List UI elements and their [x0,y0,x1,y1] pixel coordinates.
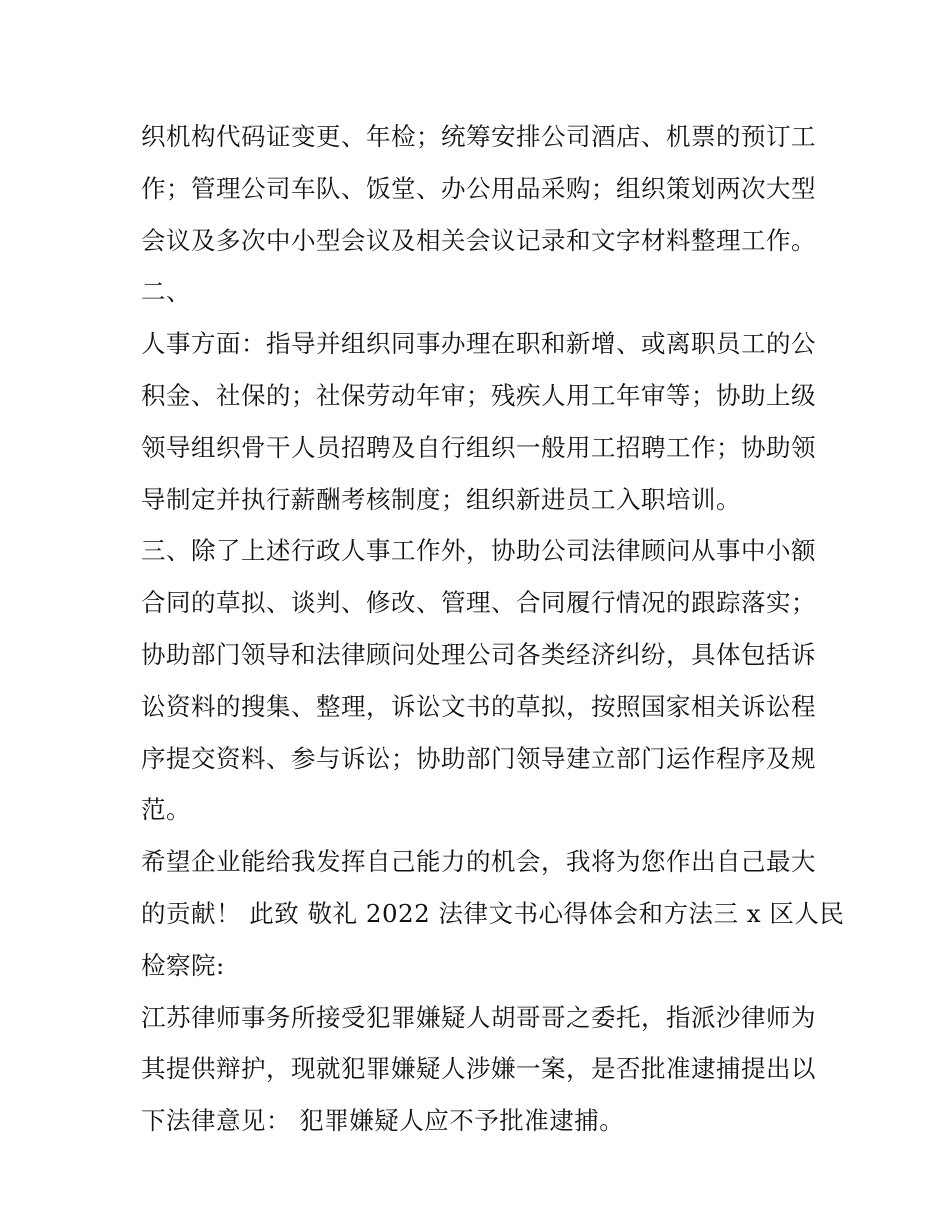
text-line: 序提交资料、参与诉讼；协助部门领导建立部门运作程序及规 [141,743,816,773]
text-line: 积金、社保的；社保劳动年审；残疾人用工年审等；协助上级 [141,380,816,410]
text-line: 人事方面：指导并组织同事办理在职和新增、或离职员工的公 [141,329,816,359]
text-line: 协助部门领导和法律顾问处理公司各类经济纠纷，具体包括诉 [141,639,816,669]
text-line: 的贡献！ 此致 敬礼 2022 法律文书心得体会和方法三 x 区人民 [141,898,845,928]
text-line: 其提供辩护，现就犯罪嫌疑人涉嫌一案，是否批准逮捕提出以 [141,1054,816,1084]
text-line: 下法律意见： 犯罪嫌疑人应不予批准逮捕。 [141,1106,625,1136]
document-body [141,111,845,1147]
text-line: 江苏律师事务所接受犯罪嫌疑人胡哥哥之委托，指派沙律师为 [141,1002,816,1032]
text-line: 导制定并执行薪酬考核制度；组织新进员工入职培训。 [141,484,741,514]
text-line: 会议及多次中小型会议及相关会议记录和文字材料整理工作。 [141,225,816,255]
text-line: 领导组织骨干人员招聘及自行组织一般用工招聘工作；协助领 [141,432,816,462]
text-line: 织机构代码证变更、年检；统筹安排公司酒店、机票的预订工 [141,122,816,151]
text-line: 讼资料的搜集、整理，诉讼文书的草拟，按照国家相关诉讼程 [141,691,816,721]
text-line: 范。 [141,795,191,825]
text-line: 作；管理公司车队、饭堂、办公用品采购；组织策划两次大型 [141,173,816,203]
text-line: 希望企业能给我发挥自己能力的机会，我将为您作出自己最大 [141,847,816,877]
text-line: 三、除了上述行政人事工作外，协助公司法律顾问从事中小额 [141,536,816,566]
text-line: 检察院: [141,950,225,980]
text-line: 二、 [141,277,191,307]
text-line: 合同的草拟、谈判、修改、管理、合同履行情况的跟踪落实； [141,588,816,618]
